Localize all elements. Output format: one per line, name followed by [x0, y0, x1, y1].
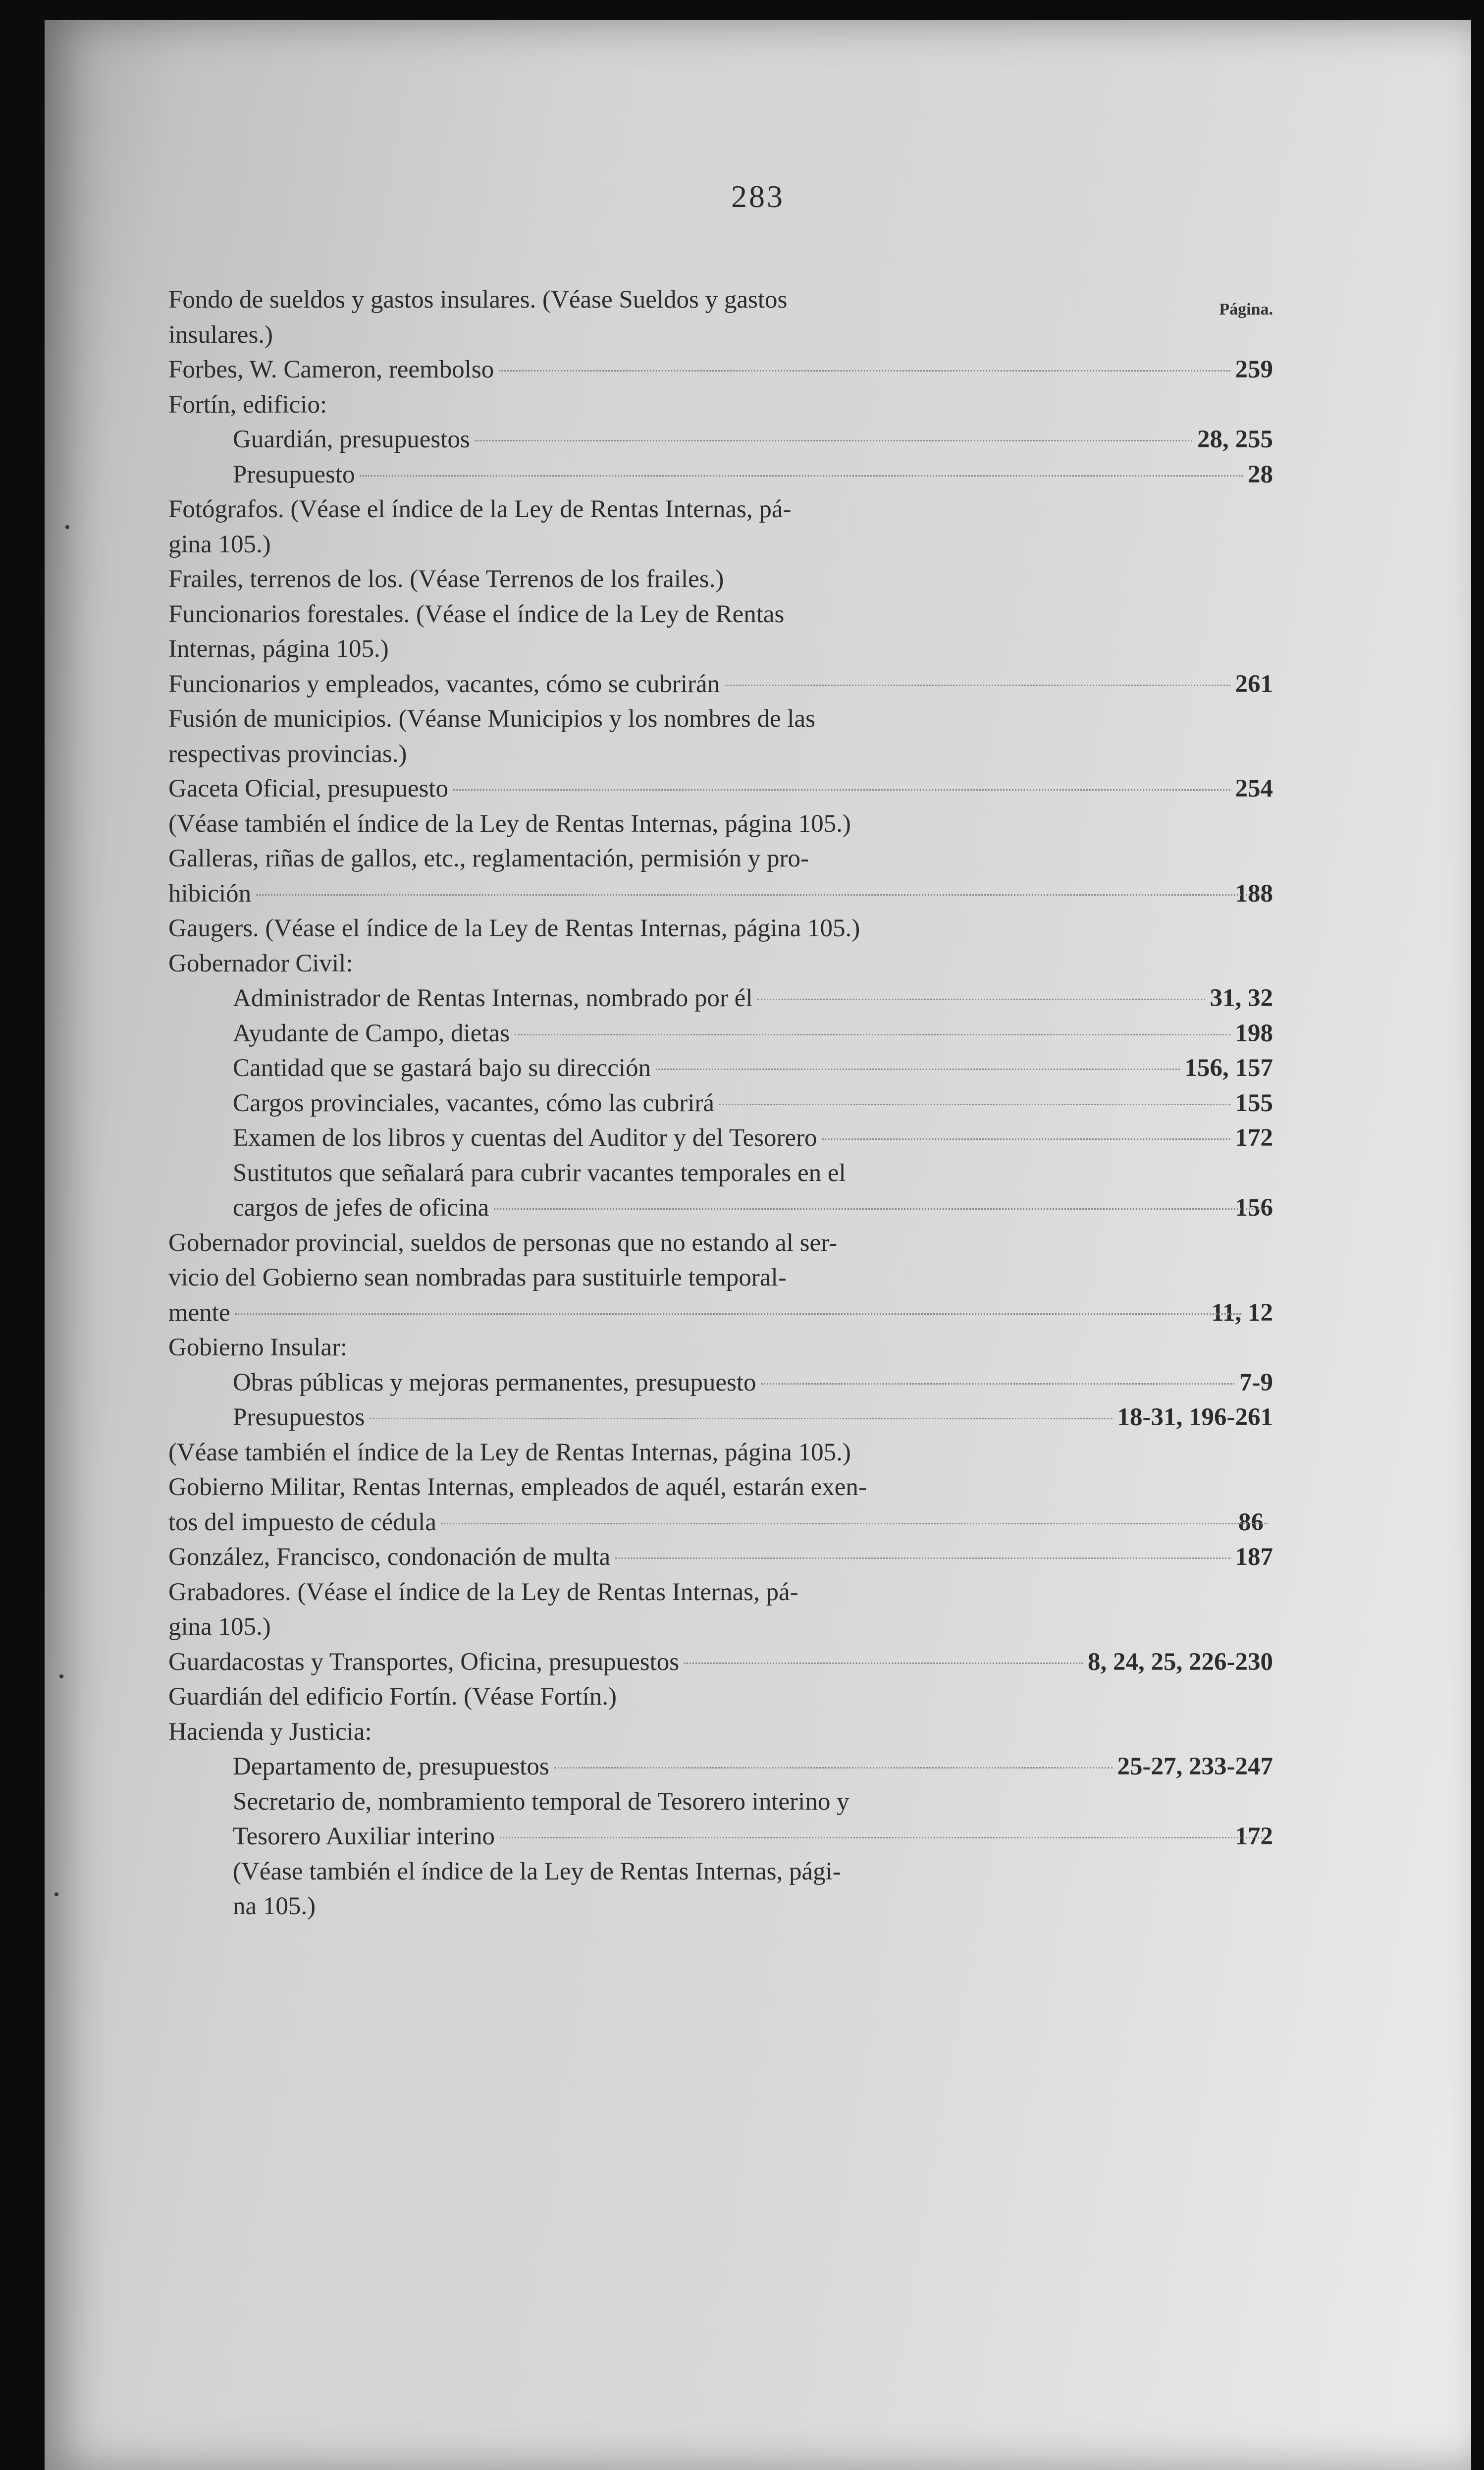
page-ref: 25-27, 233-247	[1117, 1753, 1273, 1780]
index-entry-gc-cantidad	[168, 1051, 1273, 1086]
index-entry-forbes	[168, 352, 1273, 387]
entry-line: gina 105.)	[168, 1613, 271, 1641]
entry-text: Funcionarios y empleados, vacantes, cómo se cubrirán	[168, 670, 720, 698]
entry-text: Forbes, W. Cameron, reembolso	[168, 356, 494, 383]
leader-dots	[499, 370, 1230, 372]
book-page	[45, 20, 1471, 2470]
index-entry-fortin-presupuesto	[168, 457, 1273, 492]
index-entry-hacienda: Hacienda y Justicia:	[168, 1718, 372, 1746]
entry-line-last	[168, 876, 1273, 912]
entry-text: Tesorero Auxiliar interino	[233, 1823, 495, 1850]
index-entry-gaceta	[168, 771, 1273, 806]
page-ref: 156, 157	[1184, 1054, 1273, 1082]
entry-text: cargos de jefes de oficina	[233, 1194, 489, 1222]
page-ref: 31, 32	[1210, 984, 1273, 1012]
entry-line: Secretario de, nombramiento temporal de Tesorero interino y	[233, 1787, 849, 1816]
index-entry-gc-sustitutos	[168, 1156, 1273, 1226]
index-entry-gaugers: Gaugers. (Véase el índice de la Ley de Rentas Internas, página 105.)	[168, 914, 860, 942]
index-entry-galleras	[168, 841, 1273, 911]
page-ref: 261	[1235, 670, 1273, 698]
index-entry-fortin: Fortín, edificio:	[168, 390, 327, 419]
entry-text: Cantidad que se gastará bajo su dirección	[233, 1054, 651, 1082]
page-ref: 18-31, 196-261	[1117, 1403, 1273, 1431]
index-entry-gi-presupuestos	[168, 1400, 1273, 1435]
index-entry-funcionarios-forestales	[168, 597, 1273, 667]
index-entry-fondo	[168, 282, 1273, 352]
page-ref: 187	[1235, 1543, 1273, 1571]
entry-line: respectivas provincias.)	[168, 740, 407, 768]
leader-dots	[725, 685, 1230, 686]
page-column-header: Página.	[1219, 300, 1273, 319]
index-entry-gobierno-insular: Gobierno Insular:	[168, 1334, 348, 1361]
leader-dots	[235, 1313, 1241, 1315]
entry-text: Guardián, presupuestos	[233, 426, 470, 453]
index-entry-gaceta-vease: (Véase también el índice de la Ley de Rentas Internas, página 105.)	[168, 809, 851, 838]
leader-dots	[370, 1418, 1112, 1419]
index-entry-gc-cargos	[168, 1086, 1273, 1121]
page-ref: 259	[1235, 356, 1273, 383]
entry-line: Sustitutos que señalará para cubrir vacantes temporales en el	[233, 1159, 846, 1187]
index-entry-guardian: Guardián del edificio Fortín. (Véase Fortín.)	[168, 1683, 617, 1711]
entry-line-last	[168, 1295, 1273, 1331]
entry-text: González, Francisco, condonación de multa	[168, 1543, 611, 1571]
entry-line: Gobernador provincial, sueldos de personas que no estando al ser-	[168, 1229, 838, 1257]
index-entry-grabadores	[168, 1575, 1273, 1645]
entry-line: Gobierno Militar, Rentas Internas, empleados de aquél, estarán exen-	[168, 1473, 867, 1501]
page-ref: 172	[1235, 1823, 1273, 1850]
leader-dots	[761, 1383, 1234, 1385]
index-entry-gc-examen	[168, 1121, 1273, 1156]
index-entry-fortin-guardian	[168, 422, 1273, 457]
leader-dots	[453, 789, 1230, 791]
entry-text: Obras públicas y mejoras permanentes, presupuesto	[233, 1368, 756, 1396]
entry-text: Administrador de Rentas Internas, nombrado por él	[233, 984, 753, 1012]
entry-line: (Véase también el índice de la Ley de Rentas Internas, pági-	[233, 1857, 841, 1885]
page-ref: 28, 255	[1197, 426, 1273, 453]
page-ref: 28	[1248, 460, 1273, 488]
leader-dots	[256, 894, 1265, 896]
entry-text: Guardacostas y Transportes, Oficina, presupuestos	[168, 1648, 680, 1676]
leader-dots	[441, 1523, 1268, 1524]
dust-speck	[65, 525, 69, 529]
index-entry-hj-secretario	[168, 1784, 1273, 1854]
entry-line: Fotógrafos. (Véase el índice de la Ley de Rentas Internas, pá-	[168, 495, 792, 523]
leader-dots	[656, 1069, 1179, 1070]
index-entry-fotografos	[168, 492, 1273, 562]
dust-speck	[54, 1892, 58, 1896]
index-entry-hj-vease	[168, 1854, 1273, 1924]
leader-dots	[822, 1138, 1230, 1140]
entry-text: Gaceta Oficial, presupuesto	[168, 775, 449, 803]
page-ref: 11, 12	[1211, 1298, 1273, 1327]
page-ref: 172	[1235, 1124, 1273, 1152]
entry-line-last	[233, 1819, 1273, 1854]
entry-line: insulares.)	[168, 321, 273, 349]
entry-line: Internas, página 105.)	[168, 635, 389, 663]
entry-line: Galleras, riñas de gallos, etc., reglamentación, permisión y pro-	[168, 845, 809, 872]
page-ref: 8, 24, 25, 226-230	[1088, 1648, 1273, 1676]
entry-line: Fondo de sueldos y gastos insulares. (Véase Sueldos y gastos	[168, 286, 788, 314]
entry-line: Funcionarios forestales. (Véase el índice de la Ley de Rentas	[168, 600, 785, 628]
index-entry-funcionarios-empleados	[168, 667, 1273, 702]
index-entry-gobernador-civil: Gobernador Civil:	[168, 949, 353, 977]
page-ref: 198	[1235, 1019, 1273, 1047]
page-ref: 254	[1235, 775, 1273, 803]
leader-dots	[684, 1663, 1083, 1664]
leader-dots	[719, 1104, 1230, 1105]
entry-text: Cargos provinciales, vacantes, cómo las cubrirá	[233, 1089, 714, 1117]
page-ref: 188	[1235, 879, 1273, 908]
entry-text: tos del impuesto de cédula	[168, 1508, 437, 1536]
index-entry-gc-ayudante	[168, 1016, 1273, 1051]
index-entry-guardacostas	[168, 1645, 1273, 1680]
entry-line: na 105.)	[233, 1892, 316, 1920]
entry-text: mente	[168, 1298, 230, 1327]
entry-text: Departamento de, presupuestos	[233, 1753, 549, 1780]
entry-line: Fusión de municipios. (Véanse Municipios y los nombres de las	[168, 705, 816, 733]
entry-text: hibición	[168, 879, 252, 908]
entry-text: Ayudante de Campo, dietas	[233, 1019, 510, 1047]
page-number: 283	[731, 179, 785, 214]
page-ref: 155	[1235, 1089, 1273, 1117]
page-ref: 7-9	[1239, 1368, 1273, 1396]
index-entry-fusion	[168, 701, 1273, 771]
index-entry-gi-vease: (Véase también el índice de la Ley de Rentas Internas, página 105.)	[168, 1438, 851, 1466]
index-entry-gonzalez	[168, 1540, 1273, 1575]
index-entry-gc-administrador	[168, 981, 1273, 1016]
entry-text: Examen de los libros y cuentas del Auditor y del Tesorero	[233, 1124, 817, 1152]
dust-speck	[59, 1674, 63, 1678]
index-entry-gobierno-militar	[168, 1470, 1273, 1540]
entry-line: Grabadores. (Véase el índice de la Ley de Rentas Internas, pá-	[168, 1578, 798, 1606]
entry-line: vicio del Gobierno sean nombradas para sustituirle temporal-	[168, 1264, 787, 1291]
entry-line-last	[233, 1190, 1273, 1226]
entry-line: gina 105.)	[168, 530, 271, 558]
leader-dots	[515, 1034, 1230, 1035]
leader-dots	[757, 999, 1205, 1000]
entry-text: Presupuestos	[233, 1403, 365, 1431]
index-entry-gi-obras	[168, 1365, 1273, 1400]
page-ref: 156	[1235, 1194, 1273, 1222]
index-entry-hj-departamento	[168, 1749, 1273, 1784]
leader-dots	[475, 440, 1192, 441]
leader-dots	[360, 475, 1243, 477]
entry-line-last: tos del impuesto de cédula 86	[168, 1505, 1273, 1540]
leader-dots	[500, 1837, 1265, 1838]
leader-dots	[615, 1557, 1230, 1559]
index-entry-gobernador-provincial	[168, 1226, 1273, 1331]
leader-dots	[554, 1767, 1113, 1769]
index-entry-frailes: Frailes, terrenos de los. (Véase Terrenos de los frailes.)	[168, 565, 724, 593]
index-list	[168, 277, 1273, 1924]
entry-text: Presupuesto	[233, 460, 355, 488]
leader-dots	[494, 1208, 1265, 1210]
